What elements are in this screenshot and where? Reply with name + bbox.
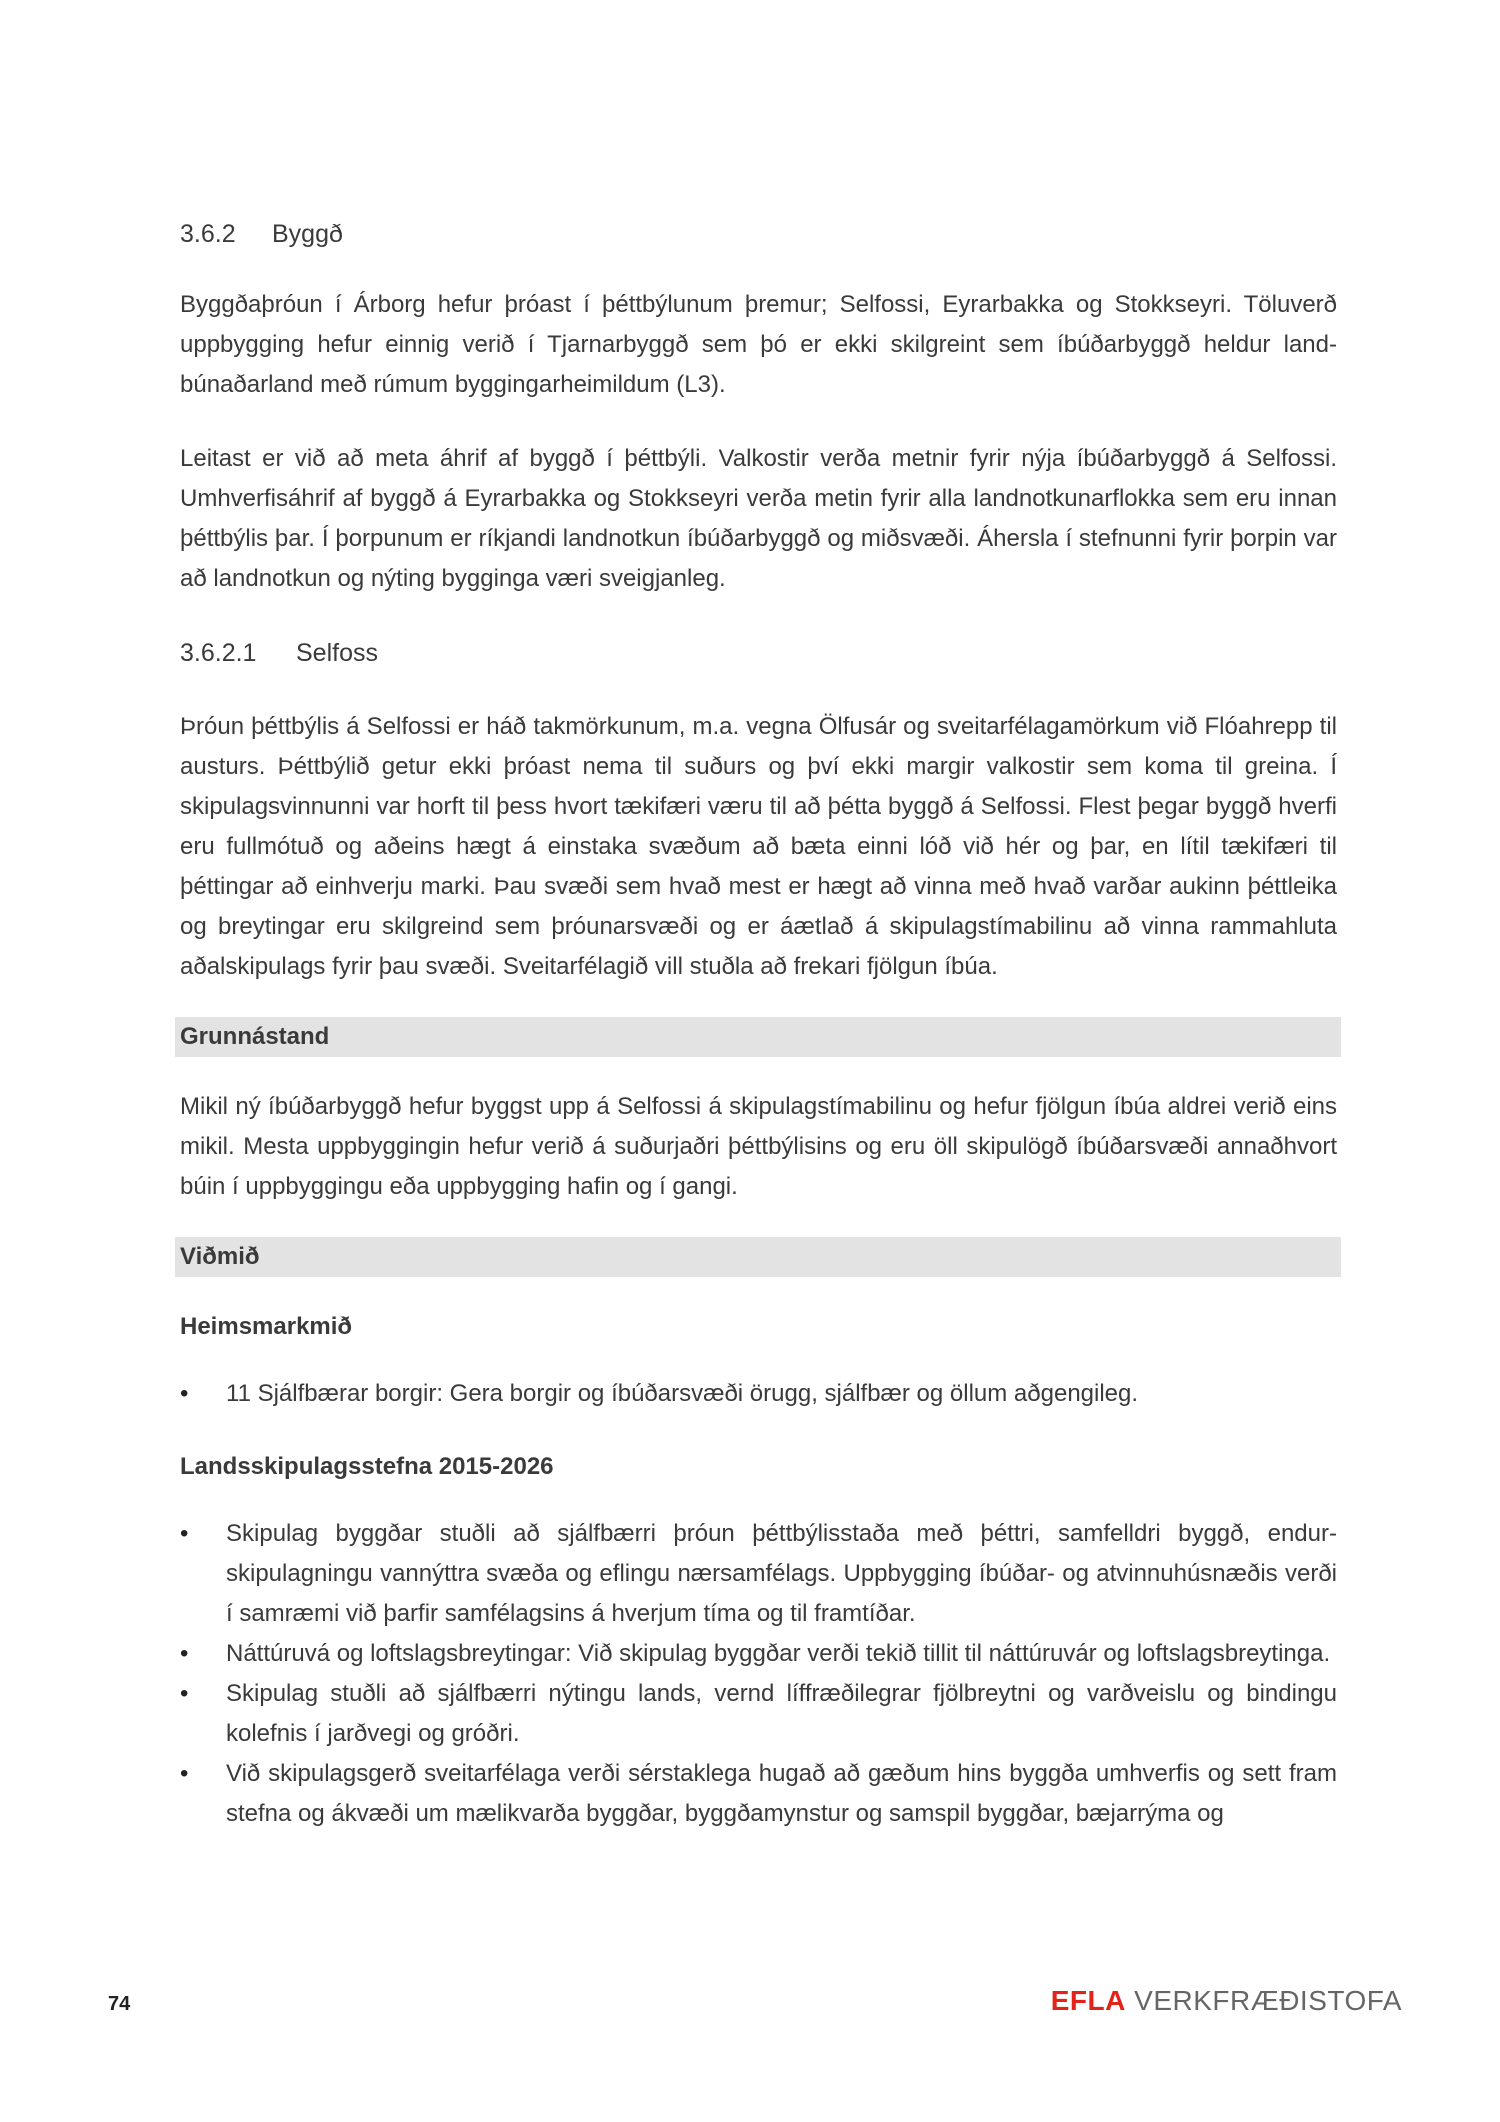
list-item: • Náttúruvá og loftslagsbreytingar: Við skipulag byggðar verði tekið tillit til náttúruvár og loftslagsbreytinga. <box>180 1634 1337 1674</box>
bullet-icon: • <box>180 1380 189 1407</box>
list-item: • 11 Sjálfbærar borgir: Gera borgir og íbúðarsvæði örugg, sjálfbær og öllum aðgengileg. <box>180 1374 1337 1414</box>
selfoss-paragraph: Þróun þéttbýlis á Selfossi er háð takmörkunum, m.a. vegna Ölfusár og sveitarfélagamörkum við Flóahrepp til austurs. Þéttbýlið getur ekki þróast nema til suðurs og því ekki margir valkostir sem koma til greina. Í skipulagsvinnunni var horft til þess hvort tækifæri væru til að þétta byggð á Selfossi. Flest þegar byggð hverfi eru fullmótuð og aðeins hægt á einstaka svæðum að bæta einni lóð við hér og þar, en lítil tækifæri til þéttingar að einhverju marki. Þau svæði sem hvað mest er hægt að vinna með hvað varðar aukinn þéttleika og breytingar eru skilgreind sem þróunarsvæði og er áætlað á skipulagstímabilinu að vinna rammahluta aðalskipulags fyrir þau svæði. Sveitarfélagið vill stuðla að frekari fjölgun íbúa. <box>180 713 1337 980</box>
bullet-icon: • <box>180 1680 189 1707</box>
landsskipulag-list <box>180 1514 1337 1834</box>
logo-brand: EFLA <box>1050 1985 1126 2016</box>
logo-subtitle: VERKFRÆÐISTOFA <box>1134 1985 1402 2016</box>
page-number: 74 <box>108 1993 131 2015</box>
section-number: 3.6.2 <box>180 220 236 248</box>
intro-paragraph-2: Leitast er við að meta áhrif af byggð í þéttbýli. Valkostir verða metnir fyrir nýja íbúðarbyggð á Selfossi. Umhverfisáhrif af byggð á Eyrarbakka og Stokkseyri verða metin fyrir alla landnotkunarflokka sem eru innan þéttbýlis þar. Í þorpunum er ríkjandi landnotkun íbúðarbyggð og miðsvæði. Áhersla í stefnunni fyrir þorpin var að landnotkun og nýting bygginga væri sveigjanleg. <box>180 445 1337 592</box>
list-item: • Skipulag byggðar stuðli að sjálfbærri þróun þéttbýlisstaða með þéttri, samfelldri byggð, endurskipulagningu vannýttra svæða og eflingu nærsamfélags. Uppbygging íbúðar- og atvinnuhúsnæðis verði í samræmi við þarfir samfélagsins á hverjum tíma og til framtíðar. <box>180 1514 1337 1634</box>
bullet-icon: • <box>180 1640 189 1667</box>
page-content <box>180 214 1337 1867</box>
grunnastand-paragraph: Mikil ný íbúðarbyggð hefur byggst upp á Selfossi á skipulagstímabilinu og hefur fjölgun íbúa aldrei verið eins mikil. Mesta uppbyggingin hefur verið á suðurjaðri þéttbýlisins og eru öll skipulögð íbúðarsvæði annaðhvort búin í uppbyggingu eða uppbygging hafin og í gangi. <box>180 1093 1337 1200</box>
heimsmarkmid-heading: Heimsmarkmið <box>180 1313 353 1340</box>
list-item: • Við skipulagsgerð sveitarfélaga verði sérstaklega hugað að gæðum hins byggða umhverfis og sett fram stefna og ákvæði um mælikvarða byggðar, byggðamynstur og samspil byggðar, bæjarrýma og <box>180 1754 1337 1834</box>
section-title: Byggð <box>272 220 343 248</box>
subsection-number: 3.6.2.1 <box>180 639 257 667</box>
section-heading-3-6-2-1 <box>180 633 1337 673</box>
landsskipulag-heading: Landsskipulagsstefna 2015-2026 <box>180 1453 554 1480</box>
bullet-icon: • <box>180 1520 189 1547</box>
company-logo <box>1051 1985 1402 2017</box>
heimsmarkmid-list <box>180 1374 1337 1414</box>
subsection-title: Selfoss <box>296 639 378 667</box>
bullet-icon: • <box>180 1760 189 1787</box>
list-item: • Skipulag stuðli að sjálfbærri nýtingu lands, vernd líffræðilegrar fjölbreytni og varðveislu og bindingu kolefnis í jarðvegi og gróðri. <box>180 1674 1337 1754</box>
vidmid-heading: Viðmið <box>175 1237 1341 1277</box>
intro-paragraph-1: Byggðaþróun í Árborg hefur þróast í þéttbýlunum þremur; Selfossi, Eyrarbakka og Stokkseyri. Töluverð uppbygging hefur einnig verið í Tjarnarbyggð sem þó er ekki skilgreint sem íbúðarbyggð heldur landbúnaðarland með rúmum byggingarheimildum (L3). <box>180 291 1337 398</box>
section-heading-3-6-2 <box>180 214 1337 254</box>
grunnastand-heading: Grunnástand <box>175 1017 1341 1057</box>
